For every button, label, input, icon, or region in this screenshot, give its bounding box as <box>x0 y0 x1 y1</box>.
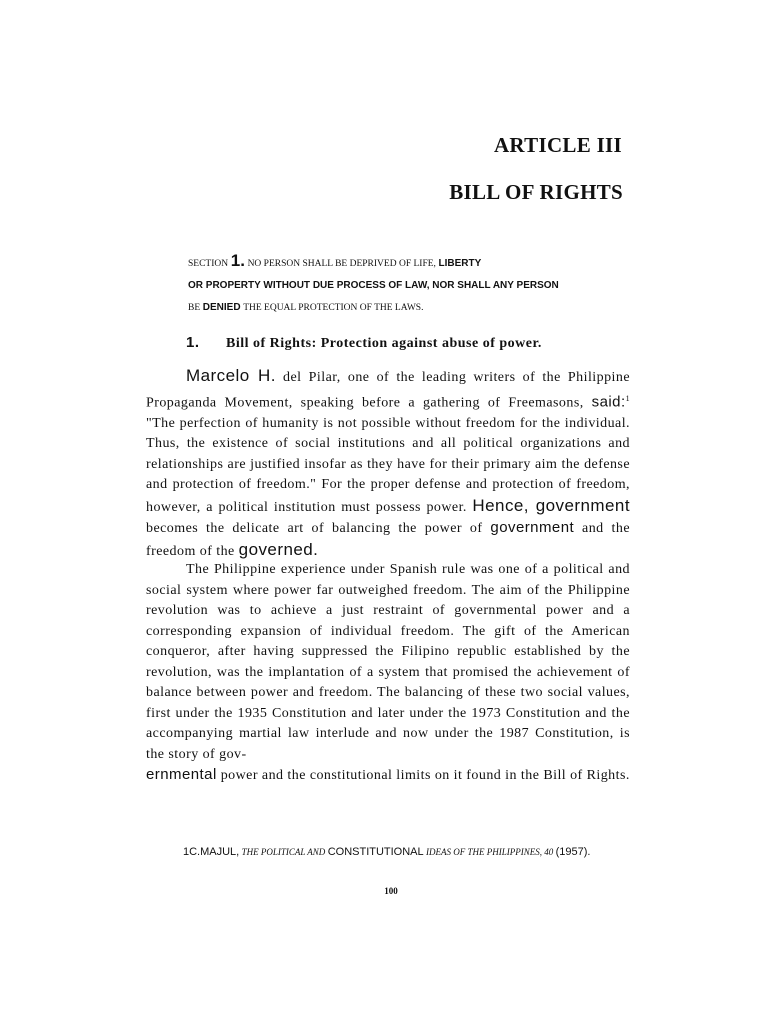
footnote-title-b: CONSTITUTIONAL <box>327 846 424 858</box>
para2-text-c: power and the constitutional limits on it found in the Bill of Rights. <box>220 768 630 783</box>
article-title: ARTICLE III <box>493 133 622 157</box>
section-text-c: OR PROPERTY WITHOUT DUE PROCESS OF LAW, NOR SHALL ANY PERSON <box>188 280 559 291</box>
paragraph-1 <box>146 366 630 562</box>
para1-text-f: becomes the delicate art of balancing the power of <box>146 521 483 537</box>
footnote-reference: 1 <box>625 393 631 403</box>
footnote-year: (1957). <box>555 846 591 858</box>
bill-of-rights-title: BILL OF RIGHTS <box>449 180 623 204</box>
para1-name: Marcelo H. <box>186 366 276 385</box>
para2-text-a: The Philippine experience under Spanish rule was one of a political and social system where power far outweighed freedom. The aim of the Philippine revolution was to achieve a just restraint of governmental power and a corresponding expansion of individual freedom. The gift of the American conqueror, after having suppressed the Filipino republic established by the revolution, was the implantation of a system that promised the achievement of balance between power and freedom. The balancing of these two social values, first under the 1935 Constitution and later under the 1973 Constitution and the accompanying martial law interlude and now under the 1987 Constitution, is the story of gov- <box>146 562 630 762</box>
section-number: 1. <box>230 251 245 270</box>
footnote <box>183 846 623 858</box>
subsection-title: Bill of Rights: Protection against abuse of power. <box>226 336 542 351</box>
section-1-text <box>188 250 608 319</box>
para2-ernmental: ernmental <box>146 766 217 783</box>
footnote-title-a: THE POLITICAL AND <box>241 847 326 857</box>
para1-said: said: <box>591 393 626 411</box>
para1-text-h: and the freedom of the <box>146 521 630 559</box>
subsection-heading <box>186 334 626 352</box>
para1-quote: "The perfection of humanity is not possible without freedom for the individual. Thus, the existence of social institutions and all political organizations and relationships are justified insofar as they have for their primary aim the defense and protection of freedom." For the proper defense and protection of freedom, however, a political institution must possess power. <box>146 415 630 515</box>
para1-hence: Hence, government <box>472 495 630 515</box>
section-label: SECTION <box>188 259 229 269</box>
section-text-a: NO PERSON SHALL BE DEPRIVED OF LIFE, <box>247 259 436 269</box>
page-number: 100 <box>384 886 398 896</box>
paragraph-2 <box>146 560 630 787</box>
para1-text-b: del Pilar, one of the leading writers of the Philippine Propaganda Movement, speaking before a gathering of Freemasons, <box>146 370 630 411</box>
section-text-b: LIBERTY <box>438 258 482 269</box>
para1-government: government <box>490 519 575 537</box>
footnote-title-c: IDEAS OF THE PHILIPPINES, 40 <box>426 847 554 857</box>
subsection-number: 1. <box>186 334 200 351</box>
section-text-f: THE EQUAL PROTECTION OF THE LAWS. <box>243 303 424 313</box>
footnote-author: 1C.MAJUL, <box>183 846 240 858</box>
para1-governed: governed. <box>238 539 319 559</box>
section-text-d: BE <box>188 303 201 313</box>
section-text-e: DENIED <box>202 302 241 313</box>
